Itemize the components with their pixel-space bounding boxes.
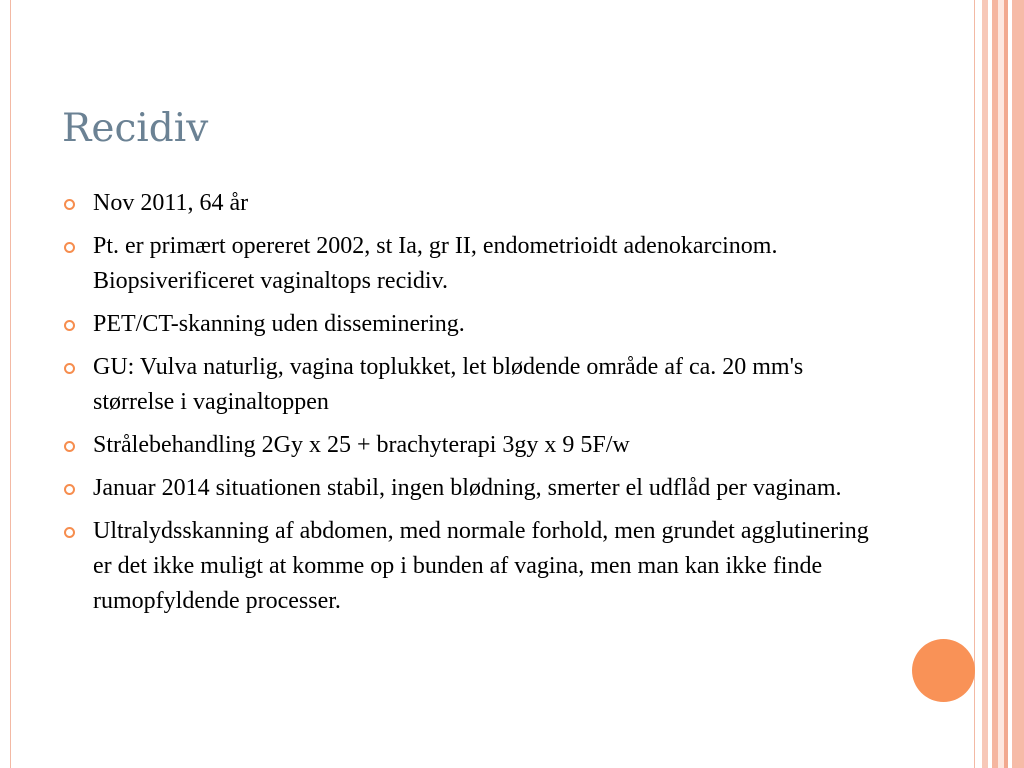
list-item xyxy=(64,350,884,420)
decorative-circle-icon xyxy=(912,639,975,702)
list-item xyxy=(64,471,884,506)
list-item xyxy=(64,307,884,342)
list-item-text: Januar 2014 situationen stabil, ingen blødning, smerter el udflåd per vaginam. xyxy=(93,475,842,501)
list-item-text: Nov 2011, 64 år xyxy=(93,190,249,216)
bullet-icon xyxy=(64,242,75,253)
list-item xyxy=(64,186,884,221)
bullet-icon xyxy=(64,441,75,452)
list-item xyxy=(64,514,884,619)
bullet-icon xyxy=(64,484,75,495)
decorative-stripes xyxy=(976,0,1024,768)
list-item-text: Pt. er primært opereret 2002, st Ia, gr II, endometrioidt adenokarcinom. Biopsiverificeret vaginaltops recidiv. xyxy=(93,233,778,294)
bullet-icon xyxy=(64,320,75,331)
list-item xyxy=(64,229,884,299)
list-item-text: Ultralydsskanning af abdomen, med normale forhold, men grundet agglutinering er det ikke muligt at komme op i bunden af vagina, men man kan ikke finde rumopfyldende processer. xyxy=(93,518,869,614)
bullet-icon xyxy=(64,199,75,210)
list-item-text: GU: Vulva naturlig, vagina toplukket, let blødende område af ca. 20 mm's størrelse i vaginaltoppen xyxy=(93,354,804,415)
list-item-text: Strålebehandling 2Gy x 25 + brachyterapi 3gy x 9 5F/w xyxy=(93,432,630,458)
list-item xyxy=(64,428,884,463)
slide-title: Recidiv xyxy=(62,106,209,151)
bullet-icon xyxy=(64,363,75,374)
list-item-text: PET/CT-skanning uden disseminering. xyxy=(93,311,465,337)
bullet-list xyxy=(64,186,884,627)
bullet-icon xyxy=(64,527,75,538)
